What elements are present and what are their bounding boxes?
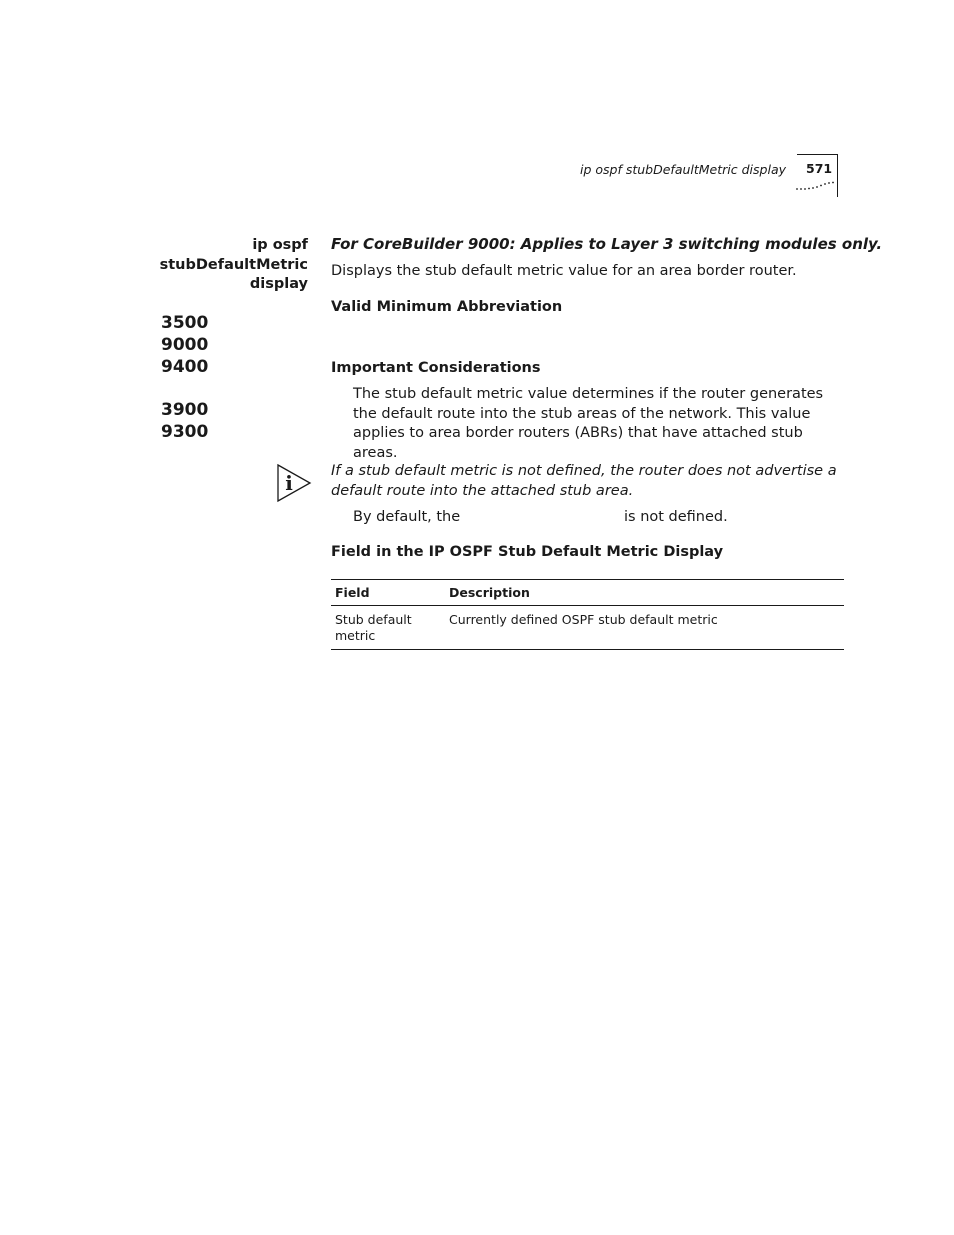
command-heading — [108, 236, 308, 295]
page-number-rule-top — [797, 154, 838, 155]
column-header-field: Field — [331, 580, 445, 606]
running-header-title: ip ospf stubDefaultMetric display — [579, 162, 786, 177]
considerations-body: The stub default metric value determines if the router generates the default route into the stub areas of the network. This value applies to area border routers (ABRs) that have attached stub areas. — [353, 386, 824, 461]
table-cell-description: Currently defined OSPF stub default metric — [445, 606, 844, 650]
command-description: Displays the stub default metric value for an area border router. — [331, 263, 797, 279]
platform-9000: 9000 — [161, 335, 209, 355]
field-table — [331, 579, 844, 650]
table-header-row — [331, 580, 844, 606]
decorative-dots — [795, 178, 837, 192]
platform-9300: 9300 — [161, 422, 209, 442]
page-number: 571 — [806, 161, 833, 176]
considerations-heading: Important Considerations — [331, 360, 541, 376]
platform-3500: 3500 — [161, 313, 209, 333]
platform-9400: 9400 — [161, 357, 209, 377]
applies-note: For CoreBuilder 9000: Applies to Layer 3 switching modules only. — [331, 235, 883, 253]
svg-text:i: i — [285, 471, 293, 495]
table-row — [331, 606, 844, 650]
command-heading-line1: ip ospf — [252, 237, 308, 253]
default-text-prefix: By default, the — [353, 509, 461, 525]
info-icon — [276, 463, 312, 503]
command-heading-line2: stubDefaultMetric — [159, 256, 308, 273]
note-text: If a stub default metric is not defined, the router does not advertise a default route into the attached stub area. — [331, 463, 837, 499]
platform-3900: 3900 — [161, 400, 209, 420]
abbreviation-heading: Valid Minimum Abbreviation — [331, 299, 563, 315]
column-header-description: Description — [445, 580, 844, 606]
table-cell-field: Stub default metric — [331, 606, 445, 650]
platform-list — [161, 312, 208, 443]
command-heading-line3: display — [249, 276, 308, 292]
page-number-rule-side — [837, 155, 838, 197]
table-heading: Field in the IP OSPF Stub Default Metric Display — [331, 544, 724, 560]
default-text-suffix: is not defined. — [624, 509, 728, 525]
